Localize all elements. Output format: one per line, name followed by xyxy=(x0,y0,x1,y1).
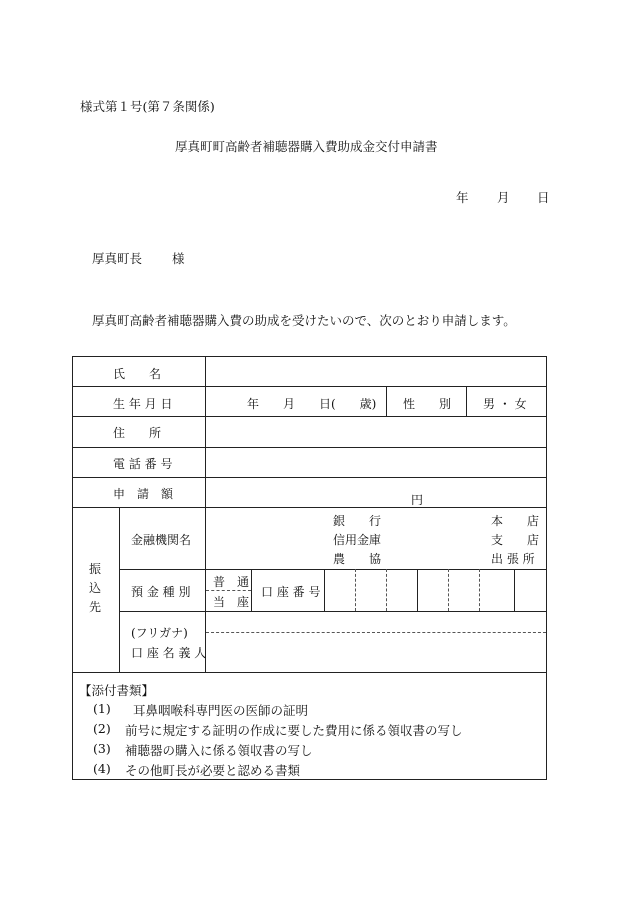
deposit-option-checking: 当 座 xyxy=(213,595,250,609)
transfer-label-3: 先 xyxy=(89,600,102,614)
form-number: 様式第１号(第７条関係) xyxy=(80,99,215,114)
amount-label: 申 請 額 xyxy=(113,487,174,501)
attachment-num-4: (4) xyxy=(93,761,111,776)
address-label: 住 所 xyxy=(113,426,162,440)
branch-type-branch: 支 店 xyxy=(491,533,540,547)
application-form-table xyxy=(72,356,547,780)
attachments-heading: 【添付書類】 xyxy=(79,683,155,698)
attachment-num-2: (2) xyxy=(93,721,111,736)
bank-label: 金融機関名 xyxy=(131,533,192,547)
attachment-text-4: その他町長が必要と認める書類 xyxy=(125,763,301,778)
amount-unit: 円 xyxy=(411,493,424,507)
phone-label: 電 話 番 号 xyxy=(113,457,173,471)
sex-label: 性 別 xyxy=(403,397,452,411)
attachment-num-1: (1) xyxy=(93,701,111,716)
name-label: 氏 名 xyxy=(113,367,162,381)
bank-type-shinkin: 信用金庫 xyxy=(333,533,382,547)
furigana-label: (フリガナ) xyxy=(131,626,188,640)
bank-type-bank: 銀 行 xyxy=(333,514,382,528)
intro-text: 厚真町高齢者補聴器購入費の助成を受けたいので、次のとおり申請します。 xyxy=(92,313,516,328)
deposit-type-label: 預 金 種 別 xyxy=(131,585,191,599)
bank-type-nokyo: 農 協 xyxy=(333,552,382,566)
addressee: 厚真町長 xyxy=(92,251,143,266)
branch-type-office: 出 張 所 xyxy=(491,552,535,566)
holder-label: 口 座 名 義 人 xyxy=(131,646,207,660)
page-title: 厚真町町高齢者補聴器購入費助成金交付申請書 xyxy=(175,139,438,154)
dob-month: 月 xyxy=(283,397,296,411)
addressee-suffix: 様 xyxy=(172,251,185,266)
transfer-label-2: 込 xyxy=(89,581,102,595)
date-month-label: 月 xyxy=(497,190,510,205)
date-day-label: 日 xyxy=(537,190,550,205)
transfer-label-1: 振 xyxy=(89,562,102,576)
attachment-text-1: 耳鼻咽喉科専門医の医師の証明 xyxy=(133,703,309,718)
deposit-option-ordinary: 普 通 xyxy=(213,575,250,589)
attachment-num-3: (3) xyxy=(93,741,111,756)
branch-type-main: 本 店 xyxy=(491,514,540,528)
sex-value: 男 ・ 女 xyxy=(483,397,527,411)
attachment-text-3: 補聴器の購入に係る領収書の写し xyxy=(125,743,313,758)
dob-label: 生 年 月 日 xyxy=(113,397,173,411)
date-year-label: 年 xyxy=(456,190,469,205)
dob-day-age: 日( 歳) xyxy=(319,397,377,411)
account-number-label: 口 座 番 号 xyxy=(261,585,321,599)
attachment-text-2: 前号に規定する証明の作成に要した費用に係る領収書の写し xyxy=(125,723,463,738)
dob-year: 年 xyxy=(247,397,260,411)
